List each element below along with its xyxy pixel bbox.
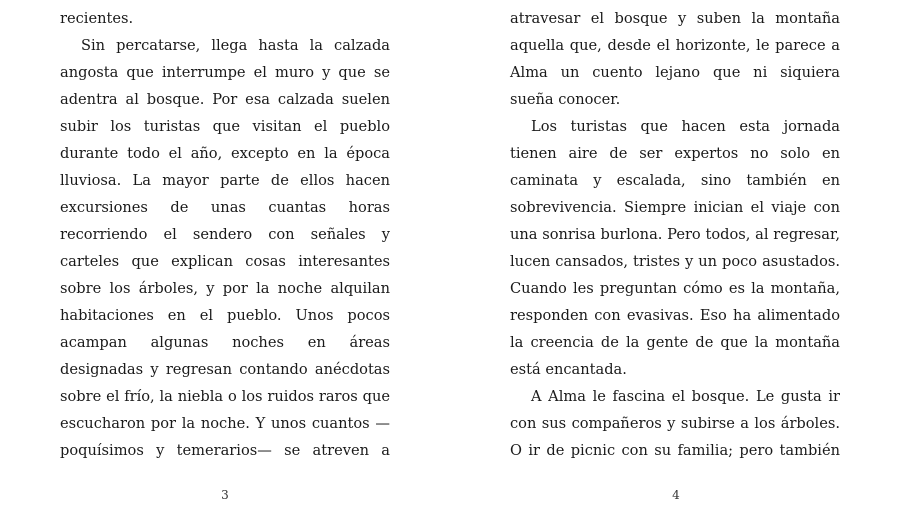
text-line: responden con evasivas. Eso ha alimentado [510,307,840,324]
text-line: atravesar el bosque y suben la montaña [510,10,840,27]
text-line: angosta que interrumpe el muro y que se [60,64,390,81]
text-line: Los turistas que hacen esta jornada [531,118,840,135]
text-line: sueña conocer. [510,91,621,108]
text-line: excursiones de unas cuantas horas [60,199,390,216]
text-line: caminata y escalada, sino también en [510,172,840,189]
text-line: una sonrisa burlona. Pero todos, al regresar, [510,226,840,243]
text-line: poquísimos y temerarios— se atreven a [60,442,390,459]
text-line: O ir de picnic con su familia; pero también [510,442,840,459]
text-line: acampan algunas noches en áreas [60,334,390,351]
text-line: Alma un cuento lejano que ni siquiera [510,64,840,81]
text-line: designadas y regresan contando anécdotas [60,361,390,378]
page-number: 3 [221,488,229,502]
text-line: Sin percatarse, llega hasta la calzada [81,37,390,54]
text-line: adentra al bosque. Por esa calzada suelen [60,91,390,108]
text-line: carteles que explican cosas interesantes [60,253,390,270]
text-line: con sus compañeros y subirse a los árboles. [510,415,840,432]
text-line: tienen aire de ser expertos no solo en [510,145,840,162]
text-line: sobre los árboles, y por la noche alquilan [60,280,390,297]
text-line: escucharon por la noche. Y unos cuantos — [60,415,390,432]
page-number: 4 [672,488,680,502]
text-line: A Alma le fascina el bosque. Le gusta ir [531,388,840,405]
text-line: aquella que, desde el horizonte, le parece a [510,37,840,54]
text-line: Cuando les preguntan cómo es la montaña, [510,280,840,297]
text-line: subir los turistas que visitan el pueblo [60,118,390,135]
left-page [60,0,390,506]
text-line: está encantada. [510,361,627,378]
text-line: lluviosa. La mayor parte de ellos hacen [60,172,390,189]
text-line: habitaciones en el pueblo. Unos pocos [60,307,390,324]
text-line: la creencia de la gente de que la montaña [510,334,840,351]
text-line: recientes. [60,10,134,27]
text-line: sobrevivencia. Siempre inician el viaje con [510,199,840,216]
text-line: durante todo el año, excepto en la época [60,145,390,162]
text-line: sobre el frío, la niebla o los ruidos raros que [60,388,390,405]
right-page [510,0,840,506]
text-line: lucen cansados, tristes y un poco asustados. [510,253,840,270]
text-line: recorriendo el sendero con señales y [60,226,390,243]
